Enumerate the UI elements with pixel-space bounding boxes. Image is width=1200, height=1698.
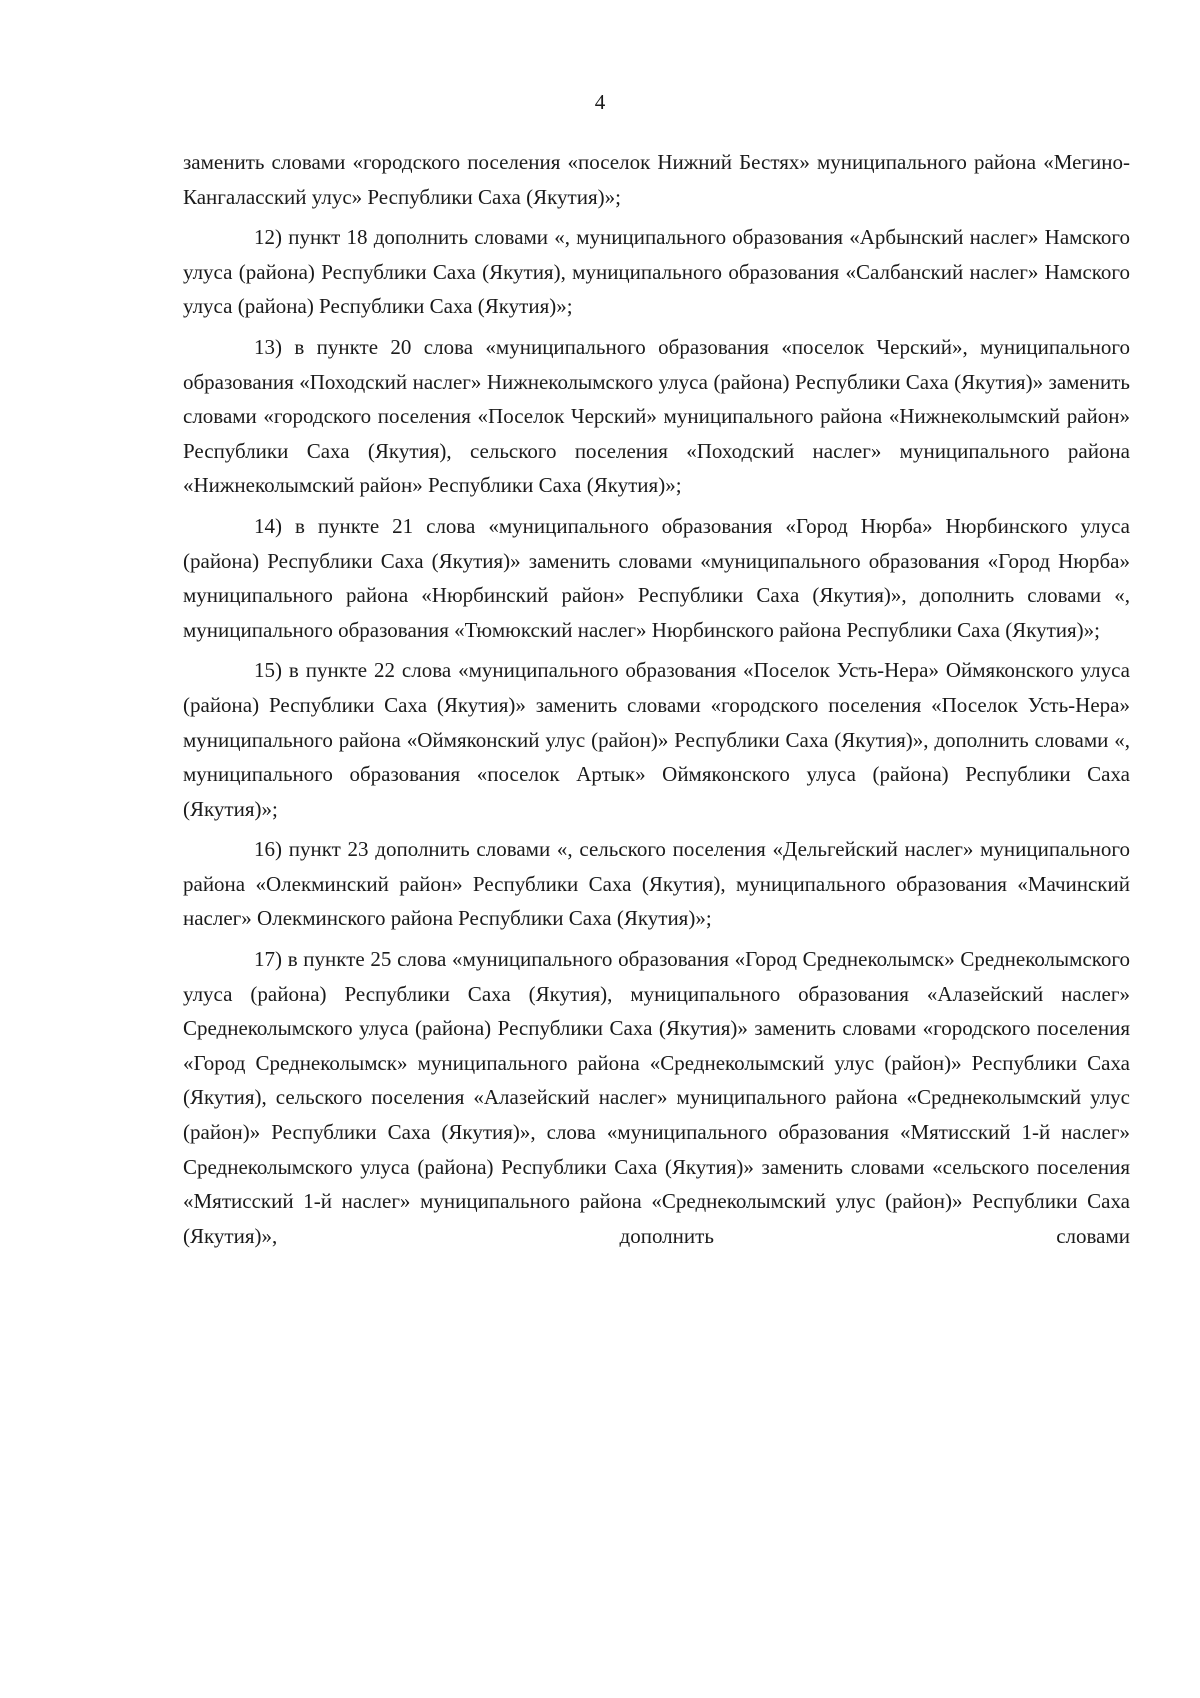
paragraph-item-15: 15) в пункте 22 слова «муниципального образования «Поселок Усть-Нера» Оймяконского улуса (района) Республики Саха (Якутия)» заменить словами «городского поселения «Поселок Усть-Нера» муниципального района «Оймяконский улус (район)» Республики Саха (Якутия)», дополнить словами «, муниципального образования «поселок Артык» Оймяконского улуса (района) Республики Саха (Якутия)»; [183, 658, 1130, 821]
paragraph-item-13: 13) в пункте 20 слова «муниципального образования «поселок Черский», муниципального образования «Походский наслег» Нижнеколымского улуса (района) Республики Саха (Якутия)» заменить словами «городского поселения «Поселок Черский» муниципального района «Нижнеколымский район» Республики Саха (Якутия), сельского поселения «Походский наслег» муниципального района «Нижнеколымский район» Республики Саха (Якутия)»; [183, 334, 1130, 498]
paragraph-item-12: 12) пункт 18 дополнить словами «, муниципального образования «Арбынский наслег» Намского улуса (района) Республики Саха (Якутия), муниципального образования «Салбанский наслег» Намского улуса (района) Республики Саха (Якутия)»; [183, 225, 1130, 319]
paragraph-item-16: 16) пункт 23 дополнить словами «, сельского поселения «Дельгейский наслег» муниципального района «Олекминский район» Республики Саха (Якутия), муниципального образования «Мачинский наслег» Олекминского района Республики Саха (Якутия)»; [183, 837, 1130, 931]
paragraph-continuation: заменить словами «городского поселения «поселок Нижний Бестях» муниципального района «Мегино-Кангаласский улус» Республики Саха (Якутия)»; [183, 150, 1130, 209]
paragraph-item-17: 17) в пункте 25 слова «муниципального образования «Город Среднеколымск» Среднеколымского улуса (района) Республики Саха (Якутия), муниципального образования «Алазейский наслег» Среднеколымского улуса (района) Республики Саха (Якутия)» заменить словами «городского поселения «Город Среднеколымск» муниципального района «Среднеколымский улус (район)» Республики Саха (Якутия), сельского поселения «Алазейский наслег» муниципального района «Среднеколымский улус (район)» Республики Саха (Якутия)», слова «муниципального образования «Мятисский 1-й наслег» Среднеколымского улуса (района) Республики Саха (Якутия)» заменить словами «сельского поселения «Мятисский 1-й наслег» муниципального района «Среднеколымский улус (район)» Республики Саха (Якутия)», дополнить словами [183, 947, 1130, 1248]
paragraph-item-14: 14) в пункте 21 слова «муниципального образования «Город Нюрба» Нюрбинского улуса (района) Республики Саха (Якутия)» заменить словами «муниципального образования «Город Нюрба» муниципального района «Нюрбинский район» Республики Саха (Якутия)», дополнить словами «, муниципального образования «Тюмюкский наслег» Нюрбинского района Республики Саха (Якутия)»; [183, 513, 1130, 642]
page-number: 4 [594, 90, 606, 114]
document-body [183, 145, 1130, 1259]
